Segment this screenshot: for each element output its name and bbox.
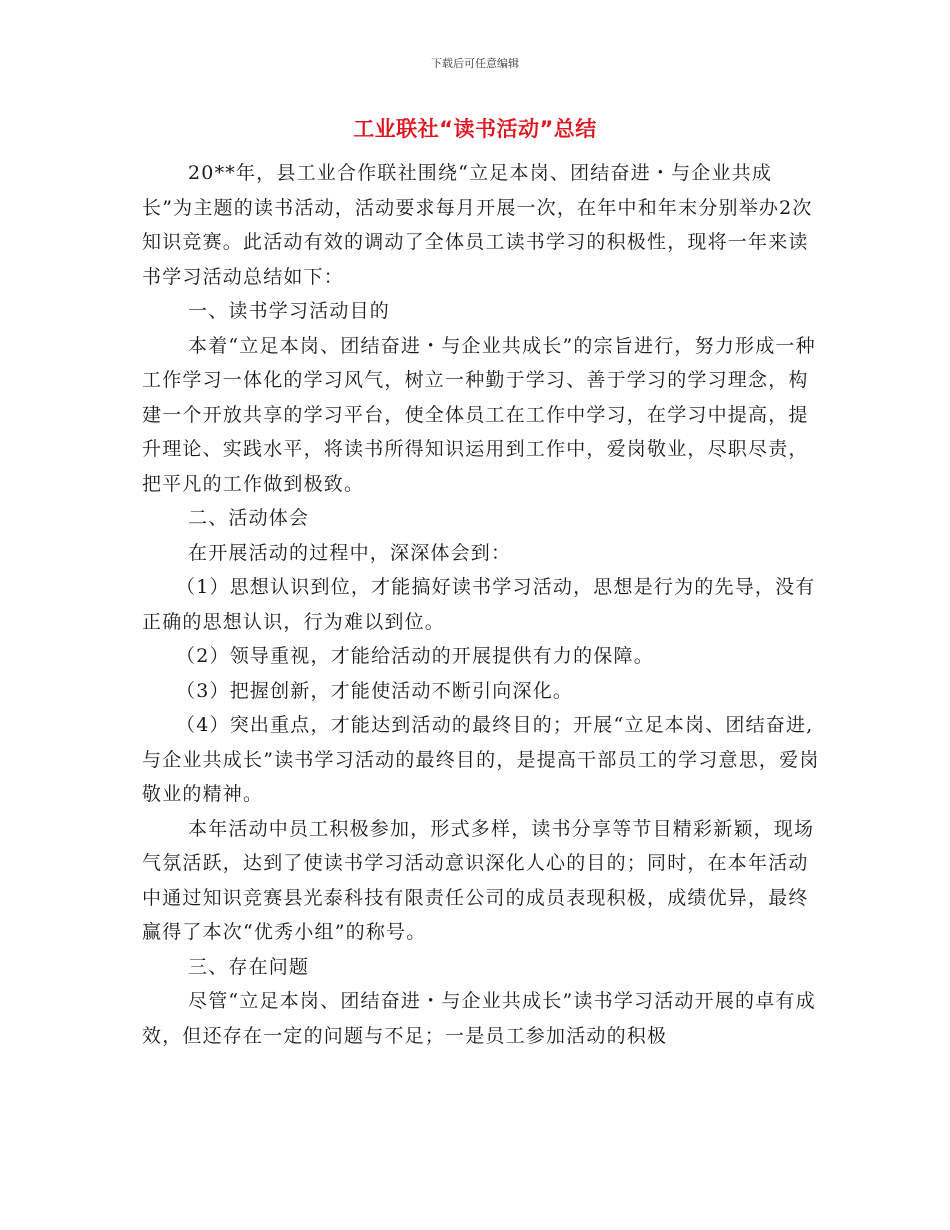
paragraph-results: 本年活动中员工积极参加，形式多样，读书分享等节目精彩新颖，现场气氛活跃，达到了使读书学习活动意识深化人心的目的；同时，在本年活动中通过知识竞赛县光泰科技有限责任公司的成员表现积极，成绩优异，最终赢得了本次“优秀小组”的称号。 (142, 817, 815, 943)
document-body (142, 156, 822, 1053)
list-item-4: （4）突出重点，才能达到活动的最终目的；开展“立足本岗、团结奋进,与企业共成长”读书学习活动的最终目的，是提高干部员工的学习意思，爱岗敬业的精神。 (142, 714, 820, 805)
list-item-2: （2）领导重视，才能给活动的开展提供有力的保障。 (176, 645, 654, 667)
section-heading-1: 一、读书学习活动目的 (188, 300, 391, 322)
section-heading-3: 三、存在问题 (188, 955, 310, 978)
page-header-note: 下载后可任意编辑 (431, 57, 519, 70)
section-heading-2: 二、活动体会 (188, 507, 310, 529)
list-item-3: （3）把握创新，才能使活动不断引向深化。 (176, 679, 574, 702)
list-item-1: （1）思想认识到位，才能搞好读书学习活动，思想是行为的先导，没有正确的思想认识，行为难以到位。 (142, 576, 816, 633)
document-title: 工业联社“读书活动”总结 (353, 117, 597, 141)
paragraph-problems: 尽管“立足本岗、团结奋进・与企业共成长”读书学习活动开展的卓有成效，但还存在一定的问题与不足；一是员工参加活动的积极 (142, 990, 816, 1047)
paragraph-purpose: 本着“立足本岗、团结奋进・与企业共成长”的宗旨进行，努力形成一种工作学习一体化的学习风气，树立一种勤于学习、善于学习的学习理念，构建一个开放共享的学习平台，使全体员工在工作中学习，在学习中提高，提升理论、实践水平，将读书所得知识运用到工作中，爱岗敬业，尽职尽责，把平凡的工作做到极致。 (142, 334, 816, 495)
paragraph-intro: 20**年，县工业合作联社围绕“立足本岗、团结奋进・与企业共成长”为主题的读书活动，活动要求每月开展一次，在年中和年末分别举办2次知识竞赛。此活动有效的调动了全体员工读书学习的积极性，现将一年来读书学习活动总结如下： (142, 162, 813, 288)
paragraph-experience-intro: 在开展活动的过程中，深深体会到： (188, 541, 512, 564)
